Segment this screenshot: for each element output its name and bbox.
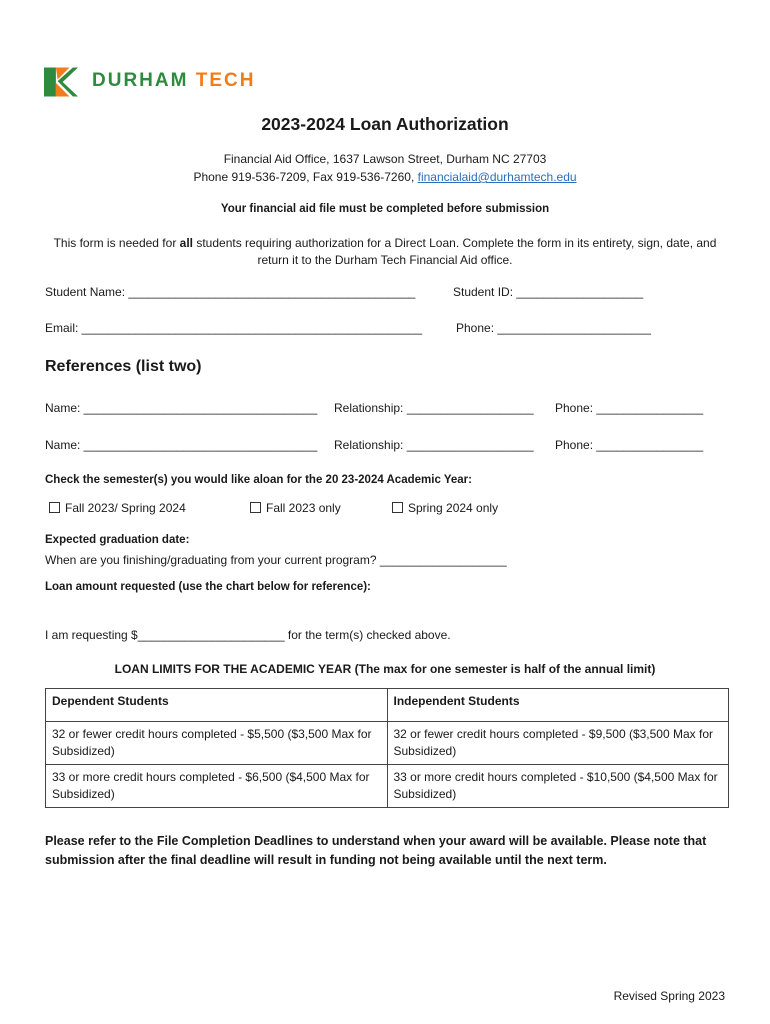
email-field[interactable]: Email: ___________________________________________________ [45,321,423,335]
header-independent: Independent Students [387,689,729,722]
table-cell: 32 or fewer credit hours completed - $9,500 ($3,500 Max for Subsidized) [387,722,729,765]
phone-fax: Phone 919-536-7209, Fax 919-536-7260, [193,170,418,184]
reference-1-relationship[interactable]: Relationship: ___________________ [334,401,534,415]
table-header-row [46,689,729,722]
student-name-field[interactable]: Student Name: ___________________________________________ [45,285,416,299]
deadline-note: Please refer to the File Completion Deadlines to understand when your award will be available. Please note that submission after the final deadline will result in funding not being available until the next term. [45,834,707,867]
loan-amount-field[interactable]: I am requesting $______________________ for the term(s) checked above. [45,628,451,642]
office-address: Financial Aid Office, 1637 Lawson Street, Durham NC 27703 [223,152,547,166]
durham-tech-logo [44,64,78,100]
table-row [46,722,729,765]
graduation-label: Expected graduation date: [45,534,190,546]
checkbox-icon[interactable] [49,502,60,513]
logo-word-tech: TECH [195,70,256,91]
phone-field[interactable]: Phone: _______________________ [456,321,651,335]
revised-date: Revised Spring 2023 [613,989,725,1003]
contact-line [0,170,770,184]
email-link[interactable]: financialaid@durhamtech.edu [417,170,577,184]
checkbox-icon[interactable] [392,502,403,513]
submission-notice: Your financial aid file must be completed before submission [220,203,550,215]
table-row [46,765,729,808]
table-cell: 32 or fewer credit hours completed - $5,500 ($3,500 Max for Subsidized) [46,722,388,765]
intro-after: students requiring authorization for a Direct Loan. Complete the form in its entirety, sign, date, and return it to the Durham Tech Financial Aid office. [193,236,717,267]
option-label: Spring 2024 only [408,501,499,515]
table-cell: 33 or more credit hours completed - $10,500 ($4,500 Max for Subsidized) [387,765,729,808]
checkbox-icon[interactable] [250,502,261,513]
student-id-field[interactable]: Student ID: ___________________ [453,285,644,299]
reference-2-relationship[interactable]: Relationship: ___________________ [334,438,534,452]
option-fall-spring[interactable] [49,501,186,515]
reference-2-name[interactable]: Name: ___________________________________ [45,438,318,452]
option-label: Fall 2023/ Spring 2024 [65,501,186,515]
semester-question: Check the semester(s) you would like aloan for the 20 23-2024 Academic Year: [45,474,472,486]
loan-limits-table [45,688,729,808]
option-spring-only[interactable] [392,501,498,515]
intro-before: This form is needed for [53,236,180,250]
logo-wordmark [92,70,255,92]
references-heading: References (list two) [45,358,202,375]
reference-1-name[interactable]: Name: ___________________________________ [45,401,318,415]
logo-word-durham: DURHAM [92,70,189,91]
reference-1-phone[interactable]: Phone: ________________ [555,401,704,415]
loan-amount-label: Loan amount requested (use the chart below for reference): [45,581,371,593]
option-fall-only[interactable] [250,501,341,515]
table-cell: 33 or more credit hours completed - $6,500 ($4,500 Max for Subsidized) [46,765,388,808]
option-label: Fall 2023 only [266,501,341,515]
page-title: 2023-2024 Loan Authorization [261,114,509,134]
intro-paragraph [50,235,720,269]
reference-2-phone[interactable]: Phone: ________________ [555,438,704,452]
graduation-field[interactable]: When are you finishing/graduating from your current program? ___________________ [45,553,507,567]
header-dependent: Dependent Students [46,689,388,722]
loan-limits-title: LOAN LIMITS FOR THE ACADEMIC YEAR (The max for one semester is half of the annual limit) [114,662,656,676]
intro-bold: all [179,236,193,250]
